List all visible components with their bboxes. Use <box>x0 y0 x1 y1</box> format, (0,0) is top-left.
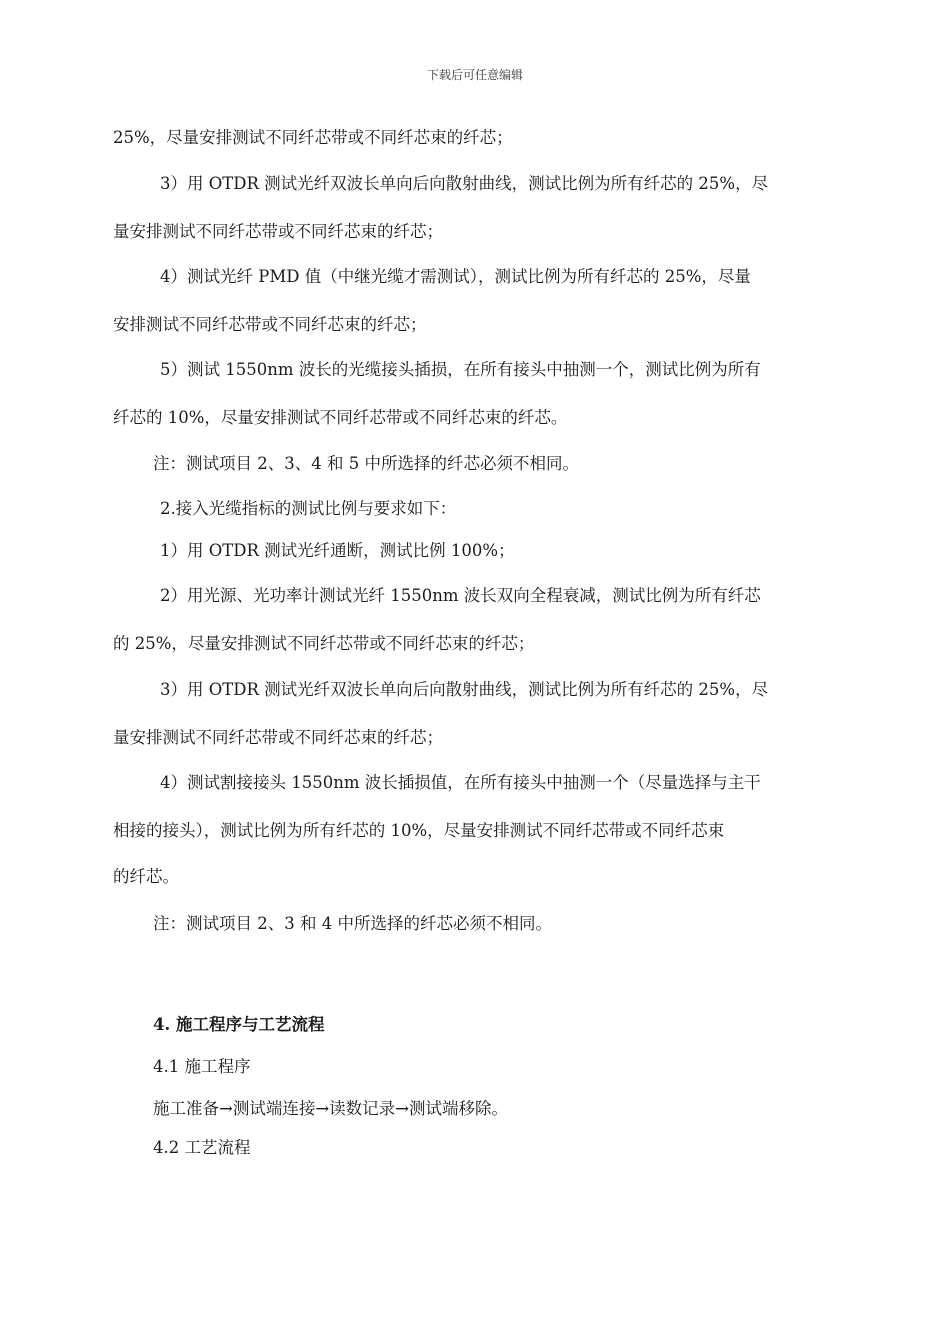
body-line: 量安排测试不同纤芯带或不同纤芯束的纤芯； <box>113 728 443 747</box>
body-line: 2）用光源、光功率计测试光纤 1550nm 波长双向全程衰减，测试比例为所有纤芯 <box>160 586 761 605</box>
body-line: 相接的接头），测试比例为所有纤芯的 10%，尽量安排测试不同纤芯带或不同纤芯束 <box>113 821 725 840</box>
body-line: 25%，尽量安排测试不同纤芯带或不同纤芯束的纤芯； <box>113 128 513 147</box>
section-heading: 4. 施工程序与工艺流程 <box>153 1015 325 1034</box>
body-line: 1）用 OTDR 测试光纤通断，测试比例 100%； <box>160 541 515 560</box>
subsection-title: 4.2 工艺流程 <box>153 1138 251 1157</box>
body-line: 4）测试光纤 PMD 值（中继光缆才需测试），测试比例为所有纤芯的 25%，尽量 <box>160 267 751 286</box>
body-line: 4）测试割接接头 1550nm 波长插损值，在所有接头中抽测一个（尽量选择与主干 <box>160 773 761 792</box>
subsection-title: 4.1 施工程序 <box>153 1057 251 1076</box>
body-line: 的 25%，尽量安排测试不同纤芯带或不同纤芯束的纤芯； <box>113 634 535 653</box>
note-line: 注：测试项目 2、3、4 和 5 中所选择的纤芯必须不相同。 <box>153 454 579 473</box>
body-line: 安排测试不同纤芯带或不同纤芯束的纤芯； <box>113 315 427 334</box>
body-line: 5）测试 1550nm 波长的光缆接头插损，在所有接头中抽测一个，测试比例为所有 <box>160 360 761 379</box>
body-line: 3）用 OTDR 测试光纤双波长单向后向散射曲线，测试比例为所有纤芯的 25%，尽 <box>160 680 769 699</box>
body-line: 量安排测试不同纤芯带或不同纤芯束的纤芯； <box>113 222 443 241</box>
page-header: 下载后可任意编辑 <box>426 68 523 82</box>
note-line: 注：测试项目 2、3 和 4 中所选择的纤芯必须不相同。 <box>153 914 552 933</box>
subsection-heading: 2.接入光缆指标的测试比例与要求如下： <box>160 499 457 518</box>
body-line: 施工准备→测试端连接→读数记录→测试端移除。 <box>153 1099 508 1118</box>
body-line: 3）用 OTDR 测试光纤双波长单向后向散射曲线，测试比例为所有纤芯的 25%，尽 <box>160 174 769 193</box>
body-line: 的纤芯。 <box>113 867 179 886</box>
body-line: 纤芯的 10%，尽量安排测试不同纤芯带或不同纤芯束的纤芯。 <box>113 408 568 427</box>
